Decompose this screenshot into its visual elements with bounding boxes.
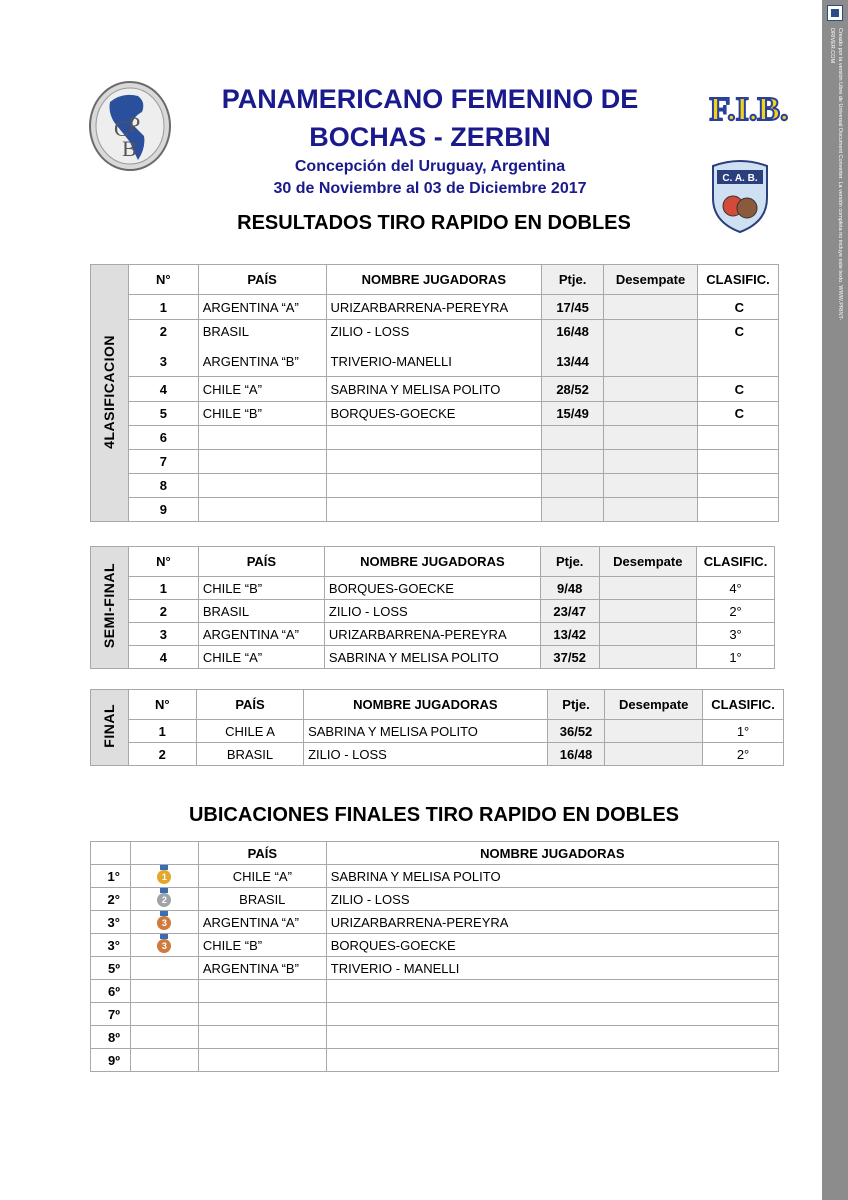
results-section-title: RESULTADOS TIRO RAPIDO EN DOBLES bbox=[237, 212, 631, 234]
col-header-clasific: CLASIFIC. bbox=[697, 547, 775, 577]
col-header-pais: PAÍS bbox=[198, 547, 324, 577]
semifinal-stage-label: SEMI-FINAL bbox=[91, 547, 129, 669]
table-row: 6º bbox=[91, 980, 779, 1003]
event-location: Concepción del Uruguay, Argentina bbox=[294, 158, 566, 175]
clasificacion-table bbox=[90, 264, 779, 522]
clasificacion-stage-label: 4LASIFICACION bbox=[91, 265, 129, 522]
table-row: 1 CHILE “B” BORQUES-GOECKE 9/48 4° bbox=[91, 577, 775, 600]
final-stage-label: FINAL bbox=[91, 690, 129, 766]
table-row: 5º ARGENTINA “B” TRIVERIO - MANELLI bbox=[91, 957, 779, 980]
table-header-row bbox=[91, 842, 779, 865]
col-header-pais: PAÍS bbox=[198, 842, 326, 865]
table-row: 1° 1 CHILE “A” SABRINA Y MELISA POLITO bbox=[91, 865, 779, 888]
converter-logo-icon bbox=[827, 5, 843, 21]
table-row: 7º bbox=[91, 1003, 779, 1026]
event-dates: 30 de Noviembre al 03 de Diciembre 2017 bbox=[273, 180, 587, 197]
table-row: 9 bbox=[91, 498, 779, 522]
gold-medal-icon: 1 bbox=[157, 870, 171, 884]
col-header-n: N° bbox=[128, 690, 196, 720]
col-header-pais: PAÍS bbox=[196, 690, 303, 720]
table-row: 8 bbox=[91, 474, 779, 498]
table-row: 2° 2 BRASIL ZILIO - LOSS bbox=[91, 888, 779, 911]
final-table bbox=[90, 689, 784, 766]
table-row: 9º bbox=[91, 1049, 779, 1072]
col-header-clasific: CLASIFIC. bbox=[703, 690, 784, 720]
svg-text:C. A. B.: C. A. B. bbox=[722, 173, 758, 184]
table-row: 3° 3 CHILE “B” BORQUES-GOECKE bbox=[91, 934, 779, 957]
event-title-line1: PANAMERICANO FEMENINO DE bbox=[221, 84, 639, 114]
event-title-line2: BOCHAS - ZERBIN bbox=[309, 122, 551, 152]
table-row: 5 CHILE “B” BORQUES-GOECKE 15/49 C bbox=[91, 402, 779, 426]
col-header-desempate: Desempate bbox=[599, 547, 697, 577]
table-row: 2 BRASIL ZILIO - LOSS 16/48 2° bbox=[91, 743, 784, 766]
svg-text:B: B bbox=[122, 136, 137, 161]
table-header-row bbox=[91, 265, 779, 295]
svg-text:F.I.B.: F.I.B. bbox=[709, 91, 789, 128]
col-header-ptje: Ptje. bbox=[540, 547, 599, 577]
fib-logo bbox=[693, 86, 805, 128]
col-header-nombre: NOMBRE JUGADORAS bbox=[304, 690, 548, 720]
table-row: 6 bbox=[91, 426, 779, 450]
table-row: 3 ARGENTINA “A” URIZARBARRENA-PEREYRA 13/42 3° bbox=[91, 623, 775, 646]
col-header-nombre: NOMBRE JUGADORAS bbox=[326, 842, 778, 865]
col-header-ptje: Ptje. bbox=[542, 265, 604, 295]
col-header-desempate: Desempate bbox=[604, 265, 698, 295]
table-row: 7 bbox=[91, 450, 779, 474]
table-row: 8º bbox=[91, 1026, 779, 1049]
svg-text:P: P bbox=[128, 112, 141, 137]
col-header-pais: PAÍS bbox=[198, 265, 326, 295]
bronze-medal-icon: 3 bbox=[157, 939, 171, 953]
table-row: 4 CHILE “A” SABRINA Y MELISA POLITO 28/52 C bbox=[91, 377, 779, 402]
col-header-clasific: CLASIFIC. bbox=[697, 265, 778, 295]
final-standings-title: UBICACIONES FINALES TIRO RAPIDO EN DOBLES bbox=[188, 804, 680, 826]
converter-sidebar bbox=[822, 0, 848, 1200]
converter-watermark-text: Creado por la versión Libre de Universal Document Converter. La versión completa no incluye este texto. WWW.PRINT-DRIVER.COM bbox=[829, 28, 843, 321]
col-header-ptje: Ptje. bbox=[547, 690, 605, 720]
table-row: 1 ARGENTINA “A” URIZARBARRENA-PEREYRA 17/45 C bbox=[91, 295, 779, 320]
col-header-nombre: NOMBRE JUGADORAS bbox=[326, 265, 542, 295]
table-row: 2 3 BRASIL ARGENTINA “B” ZILIO - LOSS TRIVERIO-MANELLI 16/48 13/44 C bbox=[91, 320, 779, 377]
silver-medal-icon: 2 bbox=[157, 893, 171, 907]
col-header-nombre: NOMBRE JUGADORAS bbox=[324, 547, 540, 577]
event-subtitle bbox=[180, 156, 680, 200]
semifinal-table bbox=[90, 546, 775, 669]
table-header-row bbox=[91, 547, 775, 577]
col-header-n: N° bbox=[128, 265, 198, 295]
col-header-n: N° bbox=[128, 547, 198, 577]
bronze-medal-icon: 3 bbox=[157, 916, 171, 930]
table-row: 3° 3 ARGENTINA “A” URIZARBARRENA-PEREYRA bbox=[91, 911, 779, 934]
col-header-desempate: Desempate bbox=[605, 690, 703, 720]
table-header-row bbox=[91, 690, 784, 720]
table-row: 2 BRASIL ZILIO - LOSS 23/47 2° bbox=[91, 600, 775, 623]
table-row: 1 CHILE A SABRINA Y MELISA POLITO 36/52 1° bbox=[91, 720, 784, 743]
cpb-globe-logo bbox=[88, 80, 172, 172]
svg-text:C: C bbox=[114, 116, 129, 141]
event-title bbox=[180, 80, 680, 156]
final-standings-table bbox=[90, 841, 779, 1072]
table-row: 4 CHILE “A” SABRINA Y MELISA POLITO 37/52 1° bbox=[91, 646, 775, 669]
